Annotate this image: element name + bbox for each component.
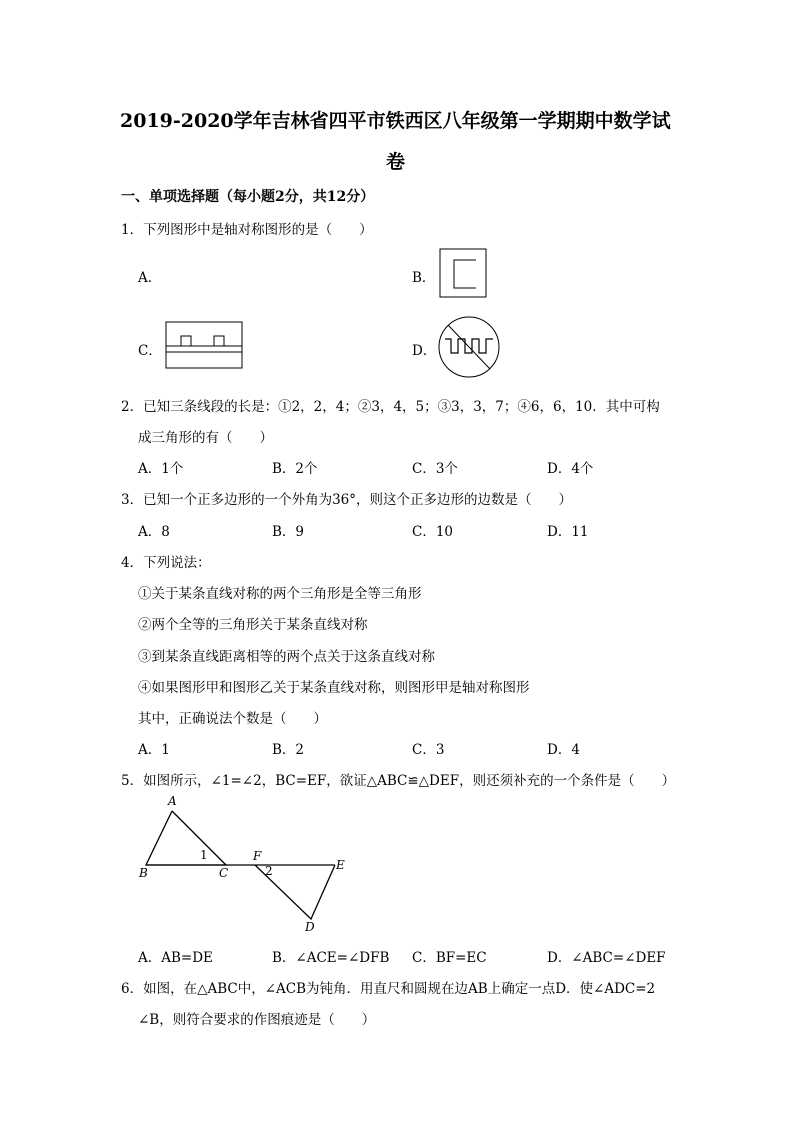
q1-figure-c xyxy=(165,321,243,371)
q5-label-angle-2: 2 xyxy=(265,864,273,878)
q2-stem-line-1: 2．已知三条线段的长是：①2，2，4；②3，4，5；③3，3，7；④6，6，10．其中可构 xyxy=(121,399,660,415)
q6-stem-line-2: ∠B，则符合要求的作图痕迹是（ ） xyxy=(138,1012,376,1028)
q3-stem: 3．已知一个正多边形的一个外角为36°，则这个正多边形的边数是（ ） xyxy=(121,492,573,508)
q2-option-a: A．1个 xyxy=(138,461,184,477)
q4-question: 其中，正确说法个数是（ ） xyxy=(138,711,327,727)
q4-option-d: D．4 xyxy=(547,742,580,758)
q1-option-b: B． xyxy=(412,270,436,286)
q3-option-a: A．8 xyxy=(138,524,170,540)
q1-stem: 1．下列图形中是轴对称图形的是（ ） xyxy=(121,222,373,238)
q4-option-b: B．2 xyxy=(272,742,305,758)
q5-label-e: E xyxy=(336,858,345,872)
section-heading: 一、单项选择题（每小题2分，共12分） xyxy=(121,189,375,205)
q2-option-c: C．3个 xyxy=(412,461,458,477)
q4-statement-3: ③到某条直线距离相等的两个点关于这条直线对称 xyxy=(138,649,435,665)
q3-option-b: B．9 xyxy=(272,524,305,540)
page-title-line-1: 2019-2020学年吉林省四平市铁西区八年级第一学期期中数学试 xyxy=(120,110,671,132)
q1-figure-d xyxy=(437,315,501,379)
q4-option-a: A．1 xyxy=(138,742,170,758)
q5-option-c: C．BF=EC xyxy=(412,950,487,966)
q5-label-b: B xyxy=(139,866,148,880)
q4-stem: 4．下列说法： xyxy=(121,555,211,571)
q5-label-c: C xyxy=(219,866,229,880)
q1-option-a: A． xyxy=(138,270,162,286)
q4-statement-1: ①关于某条直线对称的两个三角形是全等三角形 xyxy=(138,586,422,602)
q4-statement-4: ④如果图形甲和图形乙关于某条直线对称，则图形甲是轴对称图形 xyxy=(138,680,530,696)
q5-label-d: D xyxy=(305,920,315,934)
q5-triangle-figure xyxy=(136,795,356,935)
q5-label-a: A xyxy=(168,794,177,808)
q5-label-f: F xyxy=(253,849,262,863)
q5-option-a: A．AB=DE xyxy=(138,950,213,966)
q5-option-b: B．∠ACE=∠DFB xyxy=(272,950,390,966)
q1-option-d: D． xyxy=(412,343,437,359)
q5-label-angle-1: 1 xyxy=(200,848,208,862)
q1-figure-b xyxy=(439,248,487,298)
q3-option-c: C．10 xyxy=(412,524,454,540)
q5-stem: 5．如图所示，∠1=∠2，BC=EF，欲证△ABC≌△DEF，则还须补充的一个条件是（ ） xyxy=(121,773,676,789)
q6-stem-line-1: 6．如图，在△ABC中，∠ACB为钝角．用直尺和圆规在边AB上确定一点D．使∠ADC=2 xyxy=(121,981,656,997)
q2-option-d: D．4个 xyxy=(547,461,594,477)
q2-option-b: B．2个 xyxy=(272,461,318,477)
q4-statement-2: ②两个全等的三角形关于某条直线对称 xyxy=(138,617,368,633)
page-title-line-2: 卷 xyxy=(386,151,406,173)
q3-option-d: D．11 xyxy=(547,524,589,540)
q2-stem-line-2: 成三角形的有（ ） xyxy=(138,430,273,446)
q1-option-c: C． xyxy=(138,343,162,359)
q5-option-d: D．∠ABC=∠DEF xyxy=(547,950,666,966)
q4-option-c: C．3 xyxy=(412,742,445,758)
